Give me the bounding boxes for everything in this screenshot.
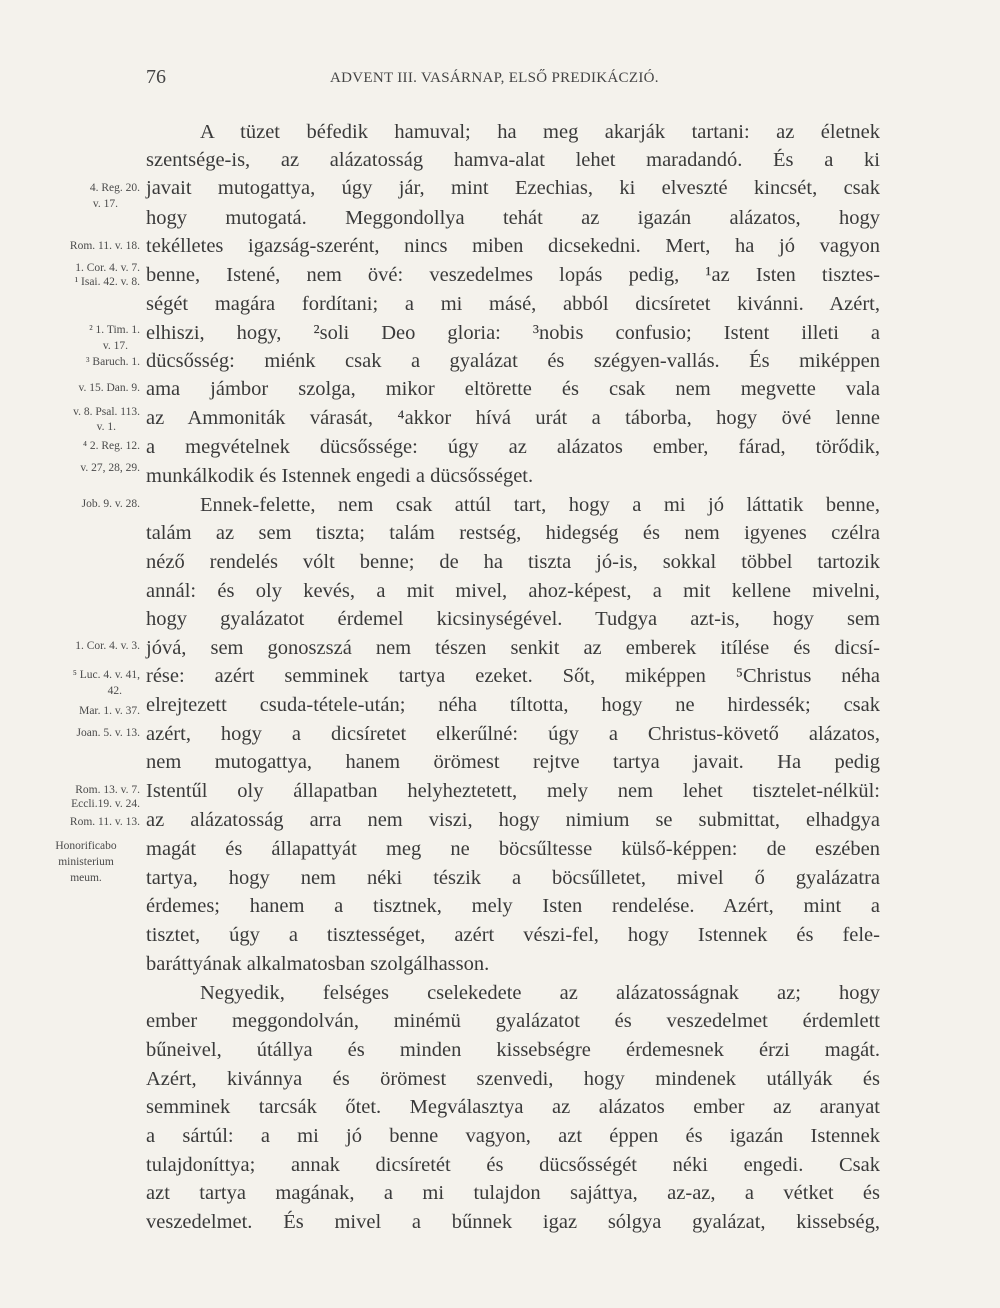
body-line: nem mutogattya, hanem örömest rejtve tartya javait. Ha pedig <box>146 751 880 773</box>
margin-note: ministerium <box>58 856 114 868</box>
body-line: a sártúl: a mi jó benne vagyon, azt éppen és igazán Istennek <box>146 1125 880 1147</box>
body-line: érdemes; hanem a tisztnek, mely Isten rendelése. Azért, mint a <box>146 895 880 917</box>
margin-note: 1. Cor. 4. v. 3. <box>75 640 140 652</box>
body-line: tartya, hogy nem néki tészik a böcsűlletet, mivel ő gyalázatra <box>146 867 880 889</box>
margin-note: Rom. 11. v. 13. <box>69 816 140 828</box>
body-line: rése: azért semminek tartya ezeket. Sőt, miképpen ⁵Christus néha <box>146 665 880 687</box>
body-line: munkálkodik és Istennek engedi a dücsősséget. <box>146 465 534 487</box>
margin-note: v. 27, 28, 29. <box>80 462 140 474</box>
margin-note: Joan. 5. v. 13. <box>76 727 140 739</box>
body-line: hogy gyalázatot érdemel kicsinységével. Tudgya azt-is, hogy sem <box>146 608 880 630</box>
body-line: jóvá, sem gonoszszá nem tészen senkit az emberek itílése és dicsí- <box>146 637 880 659</box>
margin-note: Eccli.19. v. 24. <box>71 798 140 810</box>
body-line: Ennek-felette, nem csak attúl tart, hogy a mi jó láttatik benne, <box>200 494 880 516</box>
body-line: elhiszi, hogy, ²soli Deo gloria: ³nobis confusio; Istent illeti a <box>146 322 880 344</box>
body-line: A tüzet béfedik hamuval; ha meg akarják tartani: az életnek <box>200 121 880 143</box>
margin-note: meum. <box>70 872 102 884</box>
margin-note: 4. Reg. 20. <box>89 182 140 194</box>
body-line: ama jámbor szolga, mikor eltörette és csak nem megvette vala <box>146 378 880 400</box>
margin-note: 1. Cor. 4. v. 7. <box>75 262 140 274</box>
margin-note: Job. 9. v. 28. <box>81 498 140 510</box>
margin-note: ⁴ 2. Reg. 12. <box>82 440 140 452</box>
body-line: elrejtezett csuda-tétele-után; néha tíltotta, hogy ne hirdessék; csak <box>146 694 880 716</box>
body-line: tisztet, úgy a tisztességet, azért vészi-fel, hogy Istennek és fele- <box>146 924 880 946</box>
body-line: baráttyának alkalmatosban szolgálhasson. <box>146 953 490 975</box>
body-line: javait mutogattya, úgy jár, mint Ezechias, ki elveszté kincsét, csak <box>146 177 880 199</box>
body-line: benne, Istené, nem övé: veszedelmes lopás pedig, ¹az Isten tisztes- <box>146 264 880 286</box>
body-line: szentsége-is, az alázatosság hamva-alat lehet maradandó. És a ki <box>146 149 880 171</box>
body-line: magát és állapattyát meg ne böcsűltesse külső-képpen: de eszében <box>146 838 880 860</box>
margin-note: ² 1. Tim. 1. <box>89 324 140 336</box>
margin-note: ¹ Isai. 42. v. 8. <box>74 276 140 288</box>
body-line: tulajdoníttya; annak dicsíretét és dücsősségét néki engedi. Csak <box>146 1154 880 1176</box>
body-line: néző rendelés vólt benne; de ha tiszta jó-is, sokkal többel tartozik <box>146 551 880 573</box>
margin-note: ⁵ Luc. 4. v. 41, <box>72 669 140 681</box>
body-line: a megvételnek dücsőssége: úgy az alázatos ember, fárad, törődik, <box>146 436 880 458</box>
body-line: ségét magára fordítani; a mi másé, abból dicsíretet kivánni. Azért, <box>146 293 880 315</box>
margin-note: Rom. 11. v. 18. <box>69 240 140 252</box>
body-line: bűneivel, útállya és minden kissebségre érdemesnek érzi magát. <box>146 1039 880 1061</box>
margin-note: Rom. 13. v. 7. <box>75 784 140 796</box>
body-line: veszedelmet. És mivel a bűnnek igaz sólgya gyalázat, kissebség, <box>146 1211 880 1233</box>
body-line: tekélletes igazság-szerént, nincs miben dicsekedni. Mert, ha jó vagyon <box>146 235 880 257</box>
body-line: annál: és oly kevés, a mit mivel, ahoz-képest, a mit kellene mivelni, <box>146 580 880 602</box>
body-line: Istentűl oly állapatban helyheztetett, mely nem lehet tisztelet-nélkül: <box>146 780 880 802</box>
body-line: ember meggondolván, minémü gyalázatot és veszedelmet érdemlett <box>146 1010 880 1032</box>
body-line: talám az sem tiszta; talám restség, hidegség és nem igyenes czélra <box>146 522 880 544</box>
running-head: ADVENT III. VASÁRNAP, ELSŐ PREDIKÁCZIÓ. <box>330 70 659 86</box>
margin-note: v. 15. Dan. 9. <box>78 382 140 394</box>
body-line: hogy mutogatá. Meggondollya tehát az igazán alázatos, hogy <box>146 207 880 229</box>
margin-note: ³ Baruch. 1. <box>86 356 140 368</box>
margin-note: v. 17. <box>102 340 128 352</box>
body-line: Azért, kivánnya és örömest szenvedi, hogy mindenek utállyák és <box>146 1068 880 1090</box>
body-line: semminek tarcsák őtet. Megválasztya az alázatos ember az aranyat <box>146 1096 880 1118</box>
body-line: az Ammoniták várasát, ⁴akkor hívá urát a táborba, hogy övé lenne <box>146 407 880 429</box>
page-number: 76 <box>146 66 166 88</box>
margin-note: v. 1. <box>96 421 116 433</box>
margin-note: Mar. 1. v. 37. <box>79 705 140 717</box>
body-line: azért, hogy a dicsíretet elkerűlné: úgy a Christus-követő alázatos, <box>146 723 880 745</box>
body-line: dücsősség: miénk csak a gyalázat és szégyen-vallás. És miképpen <box>146 350 880 372</box>
margin-note: 42. <box>107 685 122 697</box>
margin-note: Honorificabo <box>55 840 117 852</box>
margin-note: v. 17. <box>92 198 118 210</box>
body-line: Negyedik, felséges cselekedete az alázatosságnak az; hogy <box>200 982 880 1004</box>
margin-note: v. 8. Psal. 113. <box>73 406 140 418</box>
body-line: az alázatosság arra nem viszi, hogy nimium se submittat, elhadgya <box>146 809 880 831</box>
body-line: azt tartya magának, a mi tulajdon sajáttya, az-az, a vétket és <box>146 1182 880 1204</box>
